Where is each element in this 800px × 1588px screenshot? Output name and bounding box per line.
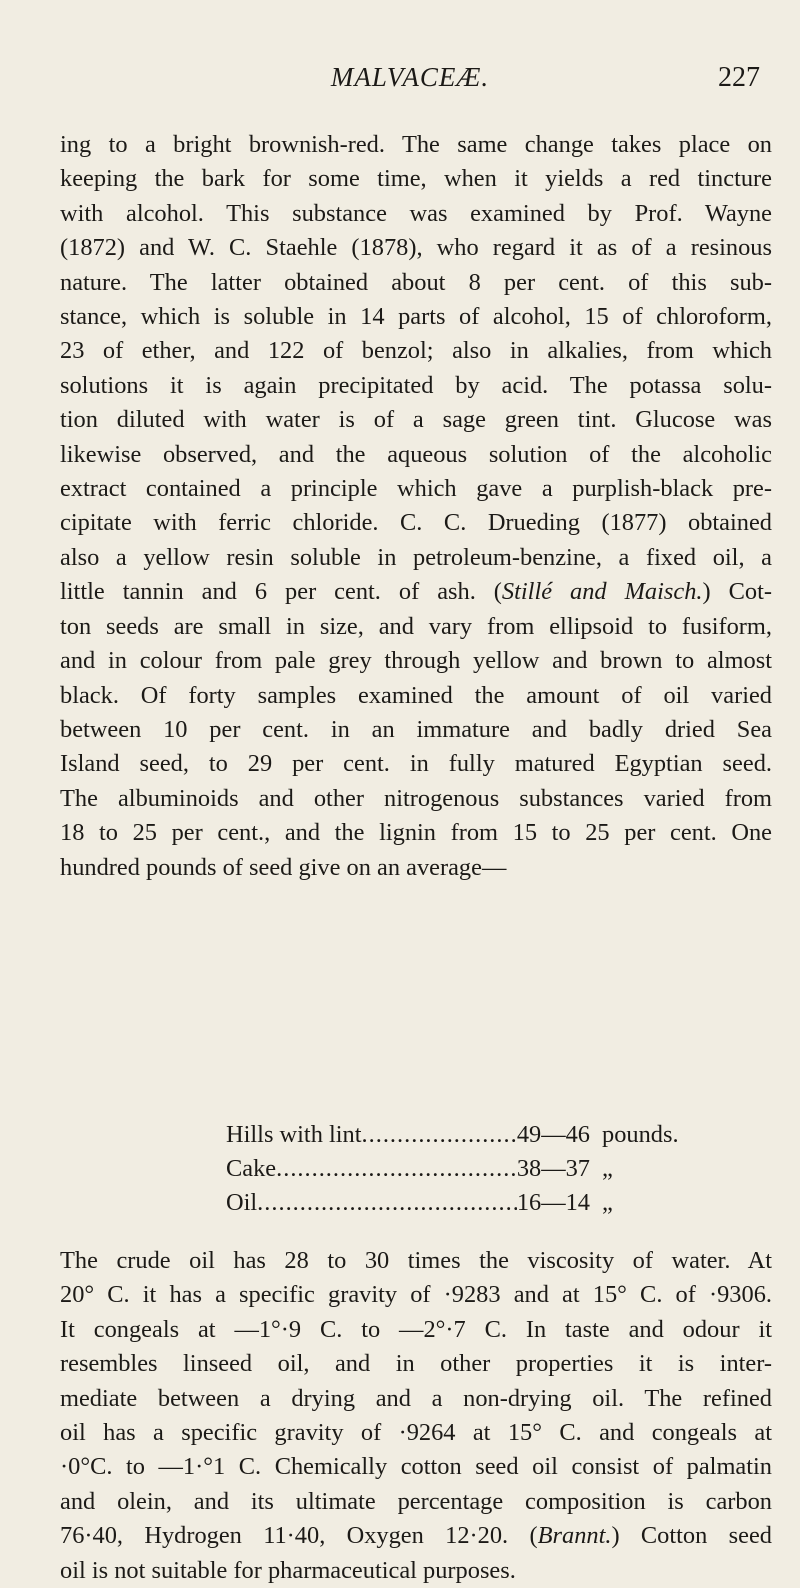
- text-line: oil has a specific gravity of ·9264 at 15° C. and congeals at: [60, 1419, 772, 1447]
- text-line-with-citation: [60, 575, 772, 609]
- text-line: (1872) and W. C. Staehle (1878), who regard it as of a resinous: [60, 234, 772, 262]
- text-line: ing to a bright brownish-red. The same change takes place on: [60, 131, 772, 158]
- text-line: keeping the bark for some time, when it yields a red tincture: [60, 165, 772, 193]
- text-line: ton seeds are small in size, and vary from ellipsoid to fusiform,: [60, 612, 772, 640]
- leader-dots: [362, 1118, 517, 1152]
- text-line: 23 of ether, and 122 of benzol; also in alkalies, from which: [60, 337, 772, 365]
- line-text: ) Cotton seed: [611, 1522, 772, 1550]
- text-line: hundred pounds of seed give on an average—: [60, 853, 507, 881]
- text-line: likewise observed, and the aqueous solution of the alcoholic: [60, 440, 772, 468]
- text-line: solutions it is again precipitated by acid. The potassa solu-: [60, 371, 772, 399]
- text-line: between 10 per cent. in an immature and badly dried Sea: [60, 715, 772, 743]
- line-text: little tannin and 6 per cent. of ash. (: [60, 578, 502, 606]
- citation: Brannt.: [537, 1522, 612, 1550]
- leader-dots: [257, 1186, 517, 1220]
- row-unit: „: [602, 1155, 613, 1182]
- text-line: ·0°C. to —1·°1 C. Chemically cotton seed oil consist of palmatin: [60, 1453, 772, 1481]
- text-line: stance, which is soluble in 14 parts of alcohol, 15 of chloroform,: [60, 303, 772, 331]
- text-line: mediate between a drying and a non-drying oil. The refined: [60, 1384, 772, 1412]
- text-line: with alcohol. This substance was examined by Prof. Wayne: [60, 199, 772, 227]
- row-label: Oil: [226, 1189, 258, 1216]
- text-line: The albuminoids and other nitrogenous substances varied from: [60, 784, 772, 812]
- line-text: 76·40, Hydrogen 11·40, Oxygen 12·20. (: [60, 1522, 538, 1550]
- running-title: MALVACEÆ.: [330, 62, 490, 92]
- text-line: and olein, and its ultimate percentage composition is carbon: [60, 1487, 772, 1515]
- seed-yield-table: [226, 1118, 706, 1220]
- table-row: [226, 1152, 706, 1186]
- row-label: Cake: [226, 1155, 277, 1182]
- row-unit: pounds.: [602, 1121, 679, 1148]
- text-line: resembles linseed oil, and in other properties it is inter-: [60, 1350, 772, 1378]
- text-line: extract contained a principle which gave a purplish-black pre-: [60, 475, 772, 503]
- text-line: oil is not suitable for pharmaceutical purposes.: [60, 1556, 516, 1584]
- text-line: Island seed, to 29 per cent. in fully matured Egyptian seed.: [60, 750, 772, 778]
- text-line: 20° C. it has a specific gravity of ·9283 and at 15° C. of ·9306.: [60, 1281, 772, 1309]
- row-value: 49—46: [516, 1121, 590, 1148]
- page-number: 227: [718, 62, 760, 93]
- leader-dots: [276, 1152, 517, 1186]
- row-label: Hills with lint: [226, 1121, 362, 1148]
- text-line: It congeals at —1°·9 C. to —2°·7 C. In taste and odour it: [60, 1315, 772, 1343]
- text-line: cipitate with ferric chloride. C. C. Drueding (1877) obtained: [60, 509, 772, 537]
- text-line-with-citation: [60, 1519, 772, 1553]
- line-text: ) Cot-: [702, 578, 772, 606]
- row-unit: „: [602, 1189, 613, 1216]
- text-line: and in colour from pale grey through yellow and brown to almost: [60, 647, 772, 675]
- text-line: also a yellow resin soluble in petroleum-benzine, a fixed oil, a: [60, 543, 772, 571]
- table-row: [226, 1186, 706, 1220]
- body-paragraph-1: [60, 128, 772, 885]
- row-value: 38—37: [516, 1155, 590, 1182]
- citation: Stillé and Maisch.: [501, 578, 703, 606]
- body-paragraph-2: [60, 1244, 772, 1588]
- text-line: 18 to 25 per cent., and the lignin from 15 to 25 per cent. One: [60, 819, 772, 847]
- text-line: black. Of forty samples examined the amount of oil varied: [60, 681, 772, 709]
- text-line: nature. The latter obtained about 8 per cent. of this sub-: [60, 268, 772, 296]
- table-row: [226, 1118, 706, 1152]
- text-line: tion diluted with water is of a sage green tint. Glucose was: [60, 406, 772, 434]
- text-line: The crude oil has 28 to 30 times the viscosity of water. At: [60, 1247, 772, 1274]
- running-head: [60, 62, 760, 102]
- row-value: 16—14: [516, 1189, 590, 1216]
